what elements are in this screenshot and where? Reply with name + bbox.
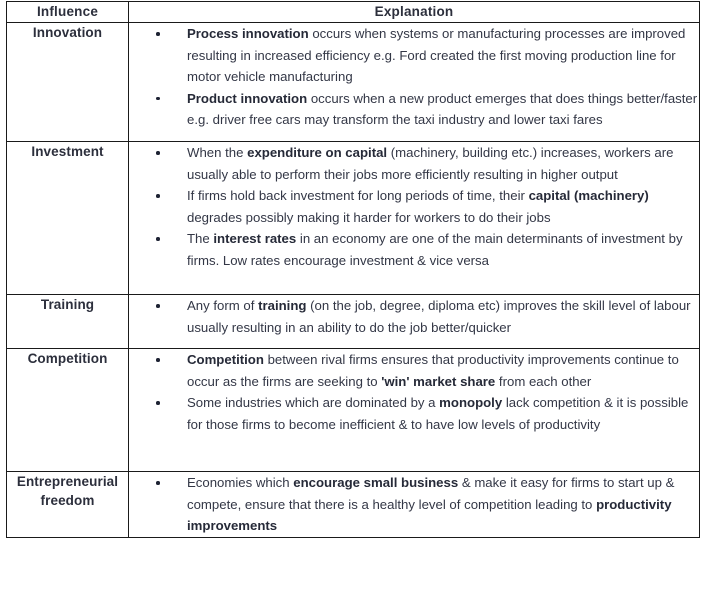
bullet-text-emphasis: Competition bbox=[187, 352, 264, 367]
bullet-item bbox=[129, 23, 699, 88]
bullet-text: Some industries which are dominated by a bbox=[187, 395, 440, 411]
explanation-cell bbox=[129, 23, 700, 142]
explanation-cell bbox=[129, 295, 700, 349]
bullet-item bbox=[129, 349, 699, 392]
bullet-text: lack competition & it is possible for those firms to become inefficient & to have low levels of productivity bbox=[187, 395, 689, 432]
table-header-row bbox=[7, 2, 700, 23]
bullet-list bbox=[129, 23, 699, 131]
bullet-list bbox=[129, 349, 699, 435]
bullet-text-emphasis: expenditure on capital bbox=[247, 145, 388, 160]
column-header-explanation: Explanation bbox=[129, 2, 700, 23]
bullet-text: When the bbox=[187, 145, 248, 160]
table-row bbox=[7, 23, 700, 142]
bullet-text: (on the job, degree, diploma etc) improves the skill level of labour usually resulting in an ability to do the job better/quicker bbox=[187, 298, 691, 335]
bullet-text-emphasis: encourage small business bbox=[293, 475, 459, 490]
bullet-text: between rival firms ensures that productivity improvements continue to occur as the firms are seeking to bbox=[187, 352, 679, 389]
bullet-text-emphasis: capital (machinery) bbox=[528, 188, 649, 204]
table-row bbox=[7, 349, 700, 472]
bullet-item bbox=[129, 142, 699, 185]
table-row bbox=[7, 472, 700, 538]
influences-on-productivity-table bbox=[6, 1, 700, 538]
bullet-text-emphasis: productivity improvements bbox=[187, 496, 672, 534]
bullet-item bbox=[129, 228, 699, 271]
influence-name-cell: Innovation bbox=[7, 23, 129, 142]
bullet-text: from each other bbox=[495, 373, 592, 389]
column-header-influence: Influence bbox=[7, 2, 129, 23]
table-row bbox=[7, 142, 700, 295]
bullet-text-emphasis: 'win' market share bbox=[381, 373, 496, 389]
bullet-text: Any form of bbox=[187, 298, 259, 313]
bullet-item bbox=[129, 295, 699, 338]
influence-name-cell: Investment bbox=[7, 142, 129, 295]
bullet-item bbox=[129, 392, 699, 435]
bullet-item bbox=[129, 472, 699, 537]
influence-name-cell: Competition bbox=[7, 349, 129, 472]
table-body bbox=[7, 23, 700, 538]
bullet-item bbox=[129, 185, 699, 228]
explanation-cell bbox=[129, 349, 700, 472]
table-row bbox=[7, 295, 700, 349]
bullet-list bbox=[129, 142, 699, 272]
table-header bbox=[7, 2, 700, 23]
influence-name-cell: Training bbox=[7, 295, 129, 349]
bullet-text-emphasis: Product innovation bbox=[187, 90, 308, 106]
bullet-text: occurs when systems or manufacturing processes are improved resulting in increased efficiency e.g. Ford created the first moving production line for motor vehicle manufacturing bbox=[187, 26, 686, 85]
influence-name-cell: Entrepreneurial freedom bbox=[7, 472, 129, 538]
bullet-text-emphasis: monopoly bbox=[439, 395, 503, 411]
bullet-item bbox=[129, 88, 699, 131]
bullet-text: (machinery, building etc.) increases, workers are usually able to perform their jobs more efficiently resulting in higher output bbox=[187, 145, 674, 182]
bullet-text-emphasis: Process innovation bbox=[187, 26, 309, 41]
bullet-text-emphasis: training bbox=[258, 298, 307, 313]
bullet-text: occurs when a new product emerges that does things better/faster e.g. driver free cars may transform the taxi industry and lower taxi fares bbox=[187, 90, 698, 128]
bullet-text: The bbox=[187, 231, 214, 247]
explanation-cell bbox=[129, 142, 700, 295]
bullet-text: in an economy are one of the main determinants of investment by firms. Low rates encourage investment & vice versa bbox=[187, 231, 683, 268]
bullet-text: degrades possibly making it harder for workers to do their jobs bbox=[187, 209, 551, 225]
explanation-cell bbox=[129, 472, 700, 538]
bullet-text: If firms hold back investment for long periods of time, their bbox=[187, 188, 529, 204]
influences-table-container bbox=[6, 1, 699, 538]
bullet-text-emphasis: interest rates bbox=[213, 231, 297, 247]
bullet-text: & make it easy for firms to start up & compete, ensure that there is a healthy level of competition leading to bbox=[187, 475, 675, 512]
bullet-text: Economies which bbox=[187, 475, 294, 490]
bullet-list bbox=[129, 472, 699, 537]
bullet-list bbox=[129, 295, 699, 338]
